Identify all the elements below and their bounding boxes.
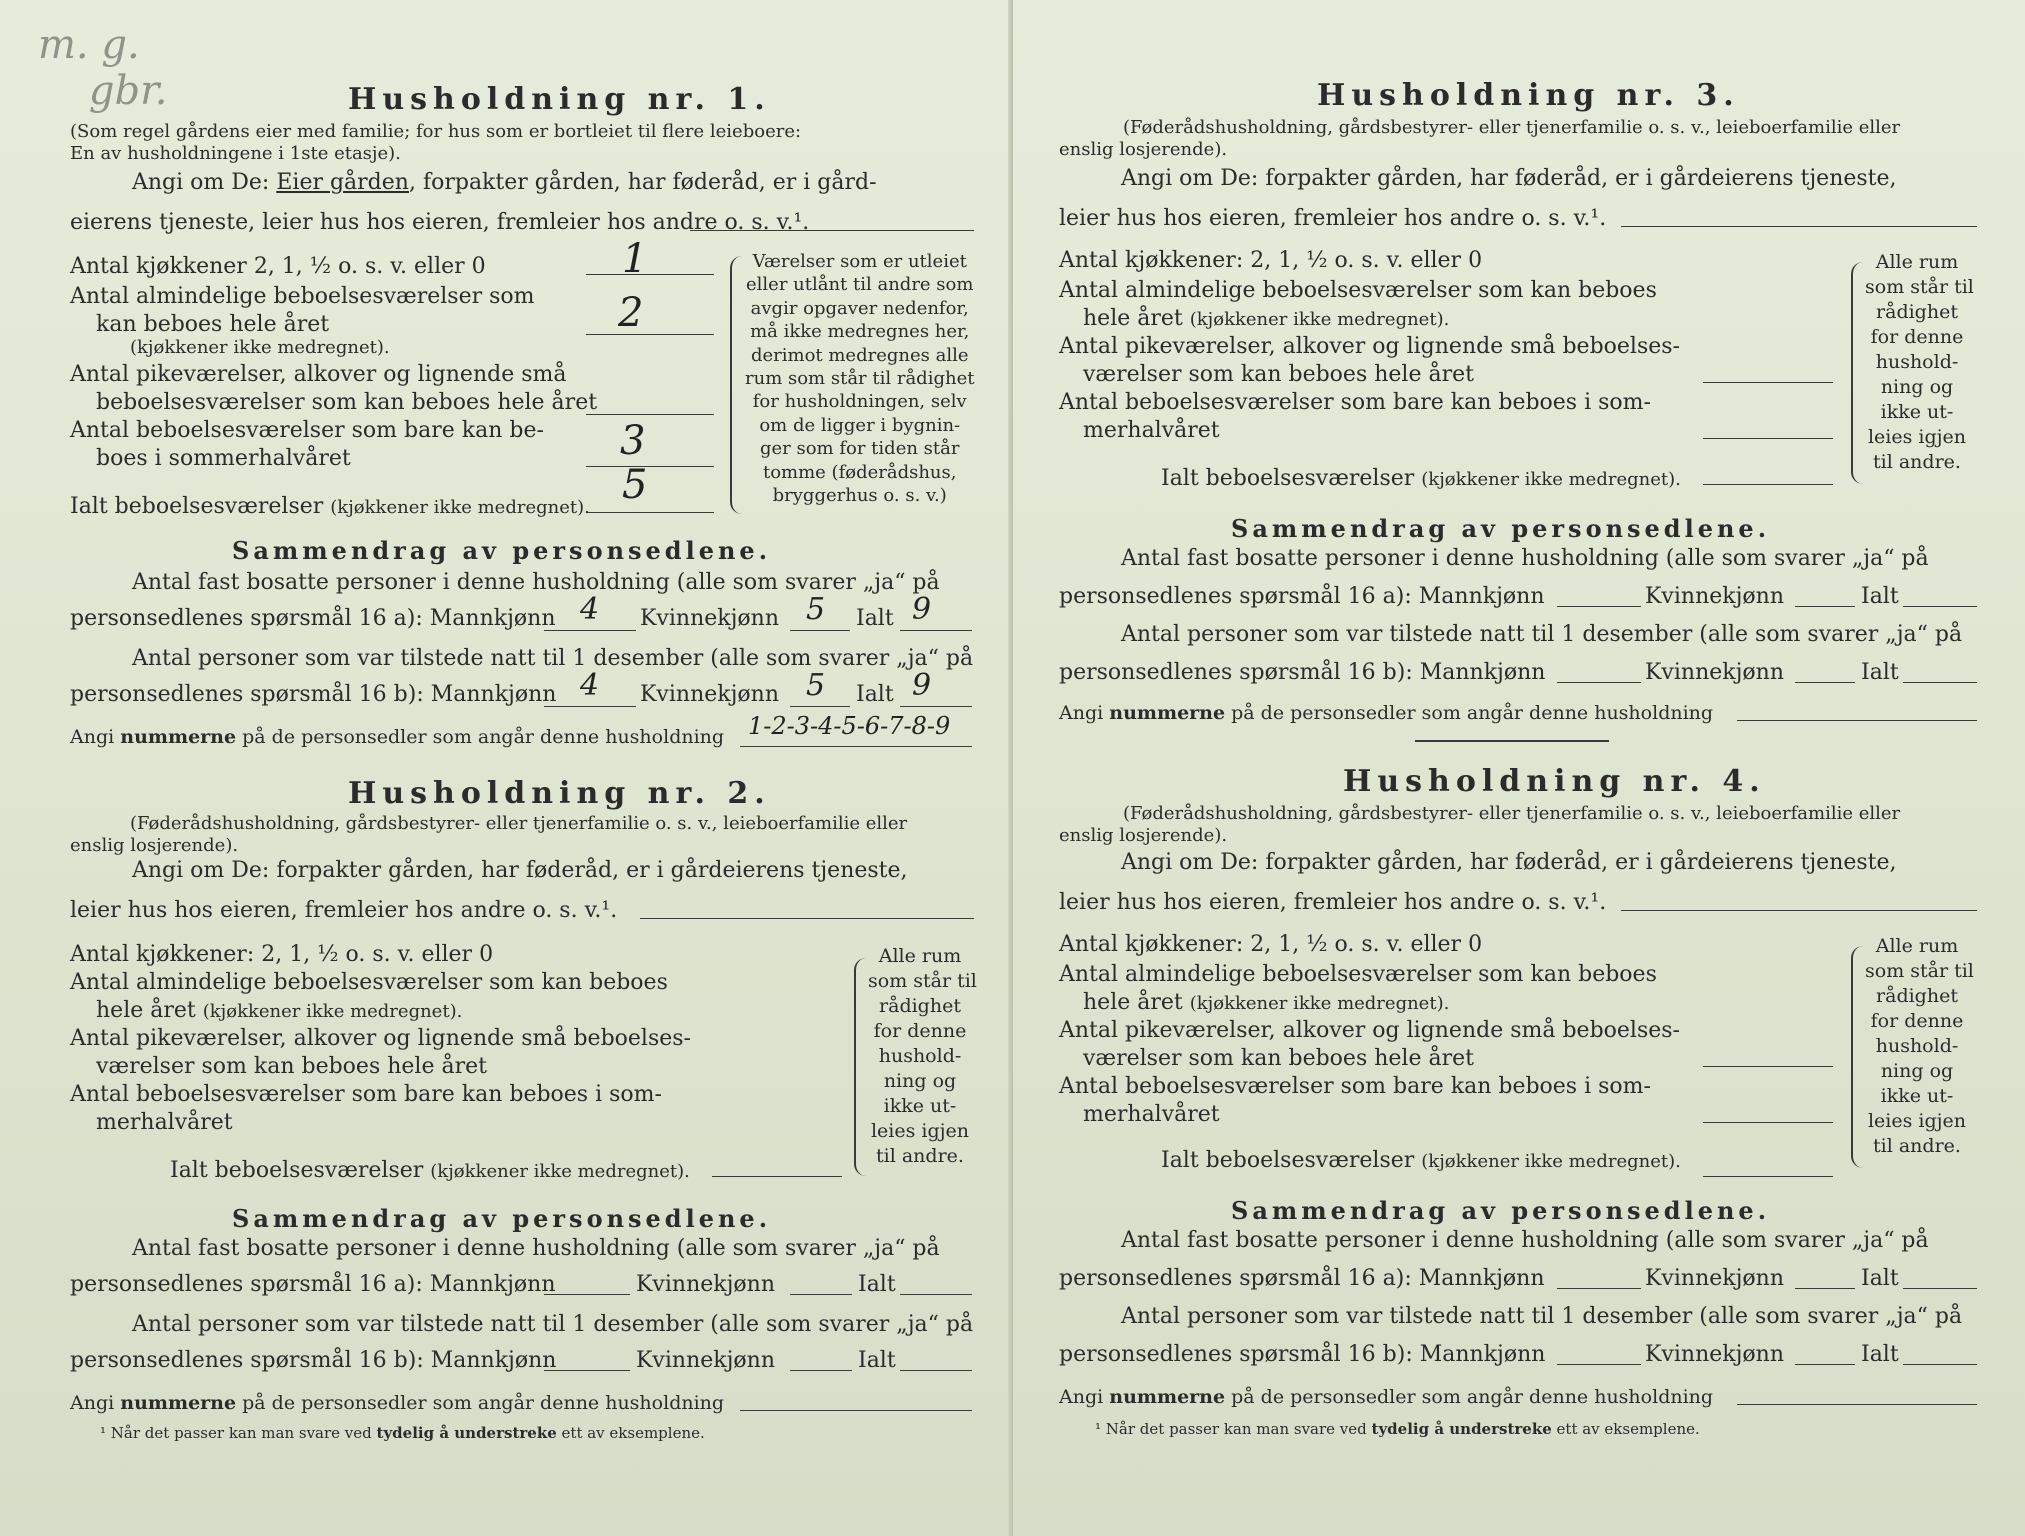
hh2-side-note-line: til andre. — [876, 1145, 964, 1167]
hh3-side-note-line: som står til — [1865, 276, 1974, 298]
hh1-total-label: Ialt beboelsesværelser (kjøkkener ikke medregnet). — [70, 494, 590, 519]
hh4-16b-line1: Antal personer som var tilstede natt til 1 desember (alle som svarer „ja“ på — [1121, 1304, 1963, 1329]
hh4-note-line2: enslig losjerende). — [1059, 825, 1228, 846]
hh1-16a-female-value: 5 — [806, 592, 826, 627]
hh1-maid-line2: beboelsesværelser som kan beboes hele året — [96, 390, 598, 415]
hh3-title: Husholdning nr. 3. — [1317, 78, 1740, 113]
hh2-nummer-label: Angi nummerne på de personsedler som angår denne husholdning — [70, 1392, 725, 1414]
hh3-16b-female-label: Kvinnekjønn — [1645, 660, 1784, 685]
hh2-16b-total-label: Ialt — [858, 1348, 896, 1373]
hh1-nummer-value: 1-2-3-4-5-6-7-8-9 — [748, 712, 951, 740]
hh3-note-line2: enslig losjerende). — [1059, 139, 1228, 160]
hh1-16b-female-value: 5 — [806, 668, 826, 703]
hh2-side-note-line: hushold- — [878, 1045, 962, 1067]
hh1-rooms-line2: kan beboes hele året — [96, 312, 330, 337]
hh2-rooms-line1: Antal almindelige beboelsesværelser som kan beboes — [70, 970, 668, 995]
hh3-summer-line2: merhalvåret — [1083, 418, 1220, 443]
hh1-eier-garden-underlined: Eier gården — [276, 170, 409, 195]
hh2-title: Husholdning nr. 2. — [348, 776, 771, 811]
hh1-side-note-line: ger som for tiden står — [759, 438, 960, 460]
right-page — [1013, 0, 2025, 1536]
hh4-side-note-line: rådighet — [1876, 985, 1958, 1007]
hh4-side-note-line: ikke ut- — [1880, 1085, 1954, 1107]
hh1-summary-title: Sammendrag av personsedlene. — [232, 536, 772, 565]
pencil-annotation: m. g. gbr. — [38, 22, 168, 114]
hh1-16b-line1: Antal personer som var tilstede natt til 1 desember (alle som svarer „ja“ på — [132, 646, 974, 671]
hh3-angi-line1: Angi om De: forpakter gården, har føderåd, er i gårdeierens tjeneste, — [1121, 166, 1897, 191]
hh4-summer-line2: merhalvåret — [1083, 1102, 1220, 1127]
hh1-16a-total-value: 9 — [912, 592, 932, 627]
hh4-title: Husholdning nr. 4. — [1343, 764, 1766, 799]
hh3-kitchens-label: Antal kjøkkener: 2, 1, ½ o. s. v. eller 0 — [1059, 248, 1483, 273]
hh1-summer-value: 3 — [620, 418, 646, 464]
hh1-16b-male-value: 4 — [580, 668, 600, 703]
hh3-16a-line1: Antal fast bosatte personer i denne husholdning (alle som svarer „ja“ på — [1121, 546, 1929, 571]
hh2-side-note-line: ikke ut- — [883, 1095, 957, 1117]
section-divider — [1415, 740, 1609, 742]
hh3-side-note-line: ikke ut- — [1880, 401, 1954, 423]
hh2-side-note-line: for denne — [873, 1020, 967, 1042]
hh3-16a-line2: personsedlenes spørsmål 16 a): Mannkjønn — [1059, 584, 1545, 609]
hh2-note-line2: enslig losjerende). — [70, 835, 239, 856]
hh1-side-note-line: rum som står til rådighet — [745, 368, 975, 390]
hh1-angi-line2: eierens tjeneste, leier hus hos eieren, fremleier hos andre o. s. v.¹. — [70, 210, 810, 235]
hh1-16a-female-label: Kvinnekjønn — [640, 606, 779, 631]
hh3-16b-line2: personsedlenes spørsmål 16 b): Mannkjønn — [1059, 660, 1546, 685]
hh2-side-note-line: Alle rum — [878, 945, 962, 967]
hh1-rooms-line1: Antal almindelige beboelsesværelser som — [70, 284, 535, 309]
hh4-summer-line1: Antal beboelsesværelser som bare kan beboes i som- — [1059, 1074, 1651, 1099]
hh1-side-note-line: avgir opgaver nedenfor, — [750, 297, 969, 319]
hh3-nummer-label: Angi nummerne på de personsedler som angår denne husholdning — [1059, 702, 1714, 724]
hh1-rooms-line3: (kjøkkener ikke medregnet). — [130, 337, 390, 358]
hh3-rooms-line1: Antal almindelige beboelsesværelser som kan beboes — [1059, 278, 1657, 303]
hh1-16a-male-value: 4 — [580, 592, 600, 627]
left-page — [0, 0, 1012, 1536]
hh2-16a-female-label: Kvinnekjønn — [636, 1272, 775, 1297]
hh4-16a-female-label: Kvinnekjønn — [1645, 1266, 1784, 1291]
hh2-16b-line1: Antal personer som var tilstede natt til 1 desember (alle som svarer „ja“ på — [132, 1312, 974, 1337]
hh4-16a-line1: Antal fast bosatte personer i denne husholdning (alle som svarer „ja“ på — [1121, 1228, 1929, 1253]
hh1-note-line2: En av husholdningene i 1ste etasje). — [70, 143, 401, 164]
hh2-side-note — [868, 944, 977, 1169]
hh4-16b-total-label: Ialt — [1861, 1342, 1899, 1367]
hh1-side-note-line: derimot medregnes alle — [750, 344, 969, 366]
hh1-side-note-line: eller utlånt til andre som — [746, 274, 974, 296]
hh4-nummer-label: Angi nummerne på de personsedler som angår denne husholdning — [1059, 1386, 1714, 1408]
hh4-side-note — [1865, 934, 1974, 1159]
hh2-side-note-line: leies igjen — [870, 1120, 970, 1142]
hh1-16b-line2: personsedlenes spørsmål 16 b): Mannkjønn — [70, 682, 557, 707]
hh4-side-note-line: til andre. — [1873, 1135, 1961, 1157]
hh2-16a-line1: Antal fast bosatte personer i denne husholdning (alle som svarer „ja“ på — [132, 1236, 940, 1261]
hh1-title: Husholdning nr. 1. — [348, 82, 771, 117]
hh2-summer-line1: Antal beboelsesværelser som bare kan beboes i som- — [70, 1082, 662, 1107]
hh3-summary-title: Sammendrag av personsedlene. — [1231, 514, 1771, 543]
hh4-16b-line2: personsedlenes spørsmål 16 b): Mannkjønn — [1059, 1342, 1546, 1367]
hh4-angi-line2: leier hus hos eieren, fremleier hos andre o. s. v.¹. — [1059, 890, 1607, 915]
hh2-16b-female-label: Kvinnekjønn — [636, 1348, 775, 1373]
hh1-16b-total-value: 9 — [912, 668, 932, 703]
hh4-angi-line1: Angi om De: forpakter gården, har føderåd, er i gårdeierens tjeneste, — [1121, 850, 1897, 875]
hh1-angi-line1: Angi om De: Eier gården, forpakter gården, har føderåd, er i gård- — [132, 170, 877, 195]
hh4-side-note-line: ning og — [1880, 1060, 1954, 1082]
hh3-16a-female-label: Kvinnekjønn — [1645, 584, 1784, 609]
hh1-side-note-line: Værelser som er utleiet — [752, 251, 967, 272]
hh4-maid-line2: værelser som kan beboes hele året — [1083, 1046, 1474, 1071]
hh3-maid-line2: værelser som kan beboes hele året — [1083, 362, 1474, 387]
hh1-summer-line2: boes i sommerhalvåret — [96, 446, 351, 471]
hh3-side-note-line: rådighet — [1876, 301, 1958, 323]
hh1-nummer-label: Angi nummerne på de personsedler som angår denne husholdning — [70, 726, 725, 748]
hh4-note-line1: (Føderådshusholdning, gårdsbestyrer- eller tjenerfamilie o. s. v., leieboerfamilie eller — [1123, 803, 1901, 824]
hh2-maid-line1: Antal pikeværelser, alkover og lignende små beboelses- — [70, 1026, 691, 1051]
hh1-summer-line1: Antal beboelsesværelser som bare kan be- — [70, 418, 544, 443]
hh4-rooms-line2: hele året (kjøkkener ikke medregnet). — [1083, 990, 1450, 1015]
hh4-16b-female-label: Kvinnekjønn — [1645, 1342, 1784, 1367]
hh1-16a-line2: personsedlenes spørsmål 16 a): Mannkjønn — [70, 606, 556, 631]
hh1-side-note-line: må ikke medregnes her, — [750, 321, 970, 343]
hh3-rooms-line2: hele året (kjøkkener ikke medregnet). — [1083, 306, 1450, 331]
hh3-side-note — [1865, 250, 1974, 475]
hh1-rooms-value: 2 — [618, 290, 644, 336]
hh2-footnote: ¹ Når det passer kan man svare ved tydelig å understreke ett av eksemplene. — [100, 1424, 705, 1442]
hh1-16a-total-label: Ialt — [856, 606, 894, 631]
hh4-side-note-line: Alle rum — [1875, 935, 1959, 957]
hh1-16b-total-label: Ialt — [856, 682, 894, 707]
hh3-side-note-line: hushold- — [1875, 351, 1959, 373]
hh3-maid-line1: Antal pikeværelser, alkover og lignende små beboelses- — [1059, 334, 1680, 359]
hh3-note-line1: (Føderådshusholdning, gårdsbestyrer- eller tjenerfamilie o. s. v., leieboerfamilie eller — [1123, 117, 1901, 138]
hh1-16a-line1: Antal fast bosatte personer i denne husholdning (alle som svarer „ja“ på — [132, 570, 940, 595]
hh3-side-note-line: leies igjen — [1867, 426, 1967, 448]
hh1-total-value: 5 — [622, 462, 648, 508]
hh4-side-note-line: som står til — [1865, 960, 1974, 982]
hh2-side-note-line: som står til — [868, 970, 977, 992]
hh2-maid-line2: værelser som kan beboes hele året — [96, 1054, 487, 1079]
hh2-16a-line2: personsedlenes spørsmål 16 a): Mannkjønn — [70, 1272, 556, 1297]
hh3-side-note-line: til andre. — [1873, 451, 1961, 473]
hh2-rooms-line2: hele året (kjøkkener ikke medregnet). — [96, 998, 463, 1023]
hh3-16b-line1: Antal personer som var tilstede natt til 1 desember (alle som svarer „ja“ på — [1121, 622, 1963, 647]
hh1-side-note-line: tomme (føderådshus, — [762, 461, 957, 483]
hh3-side-note-line: for denne — [1870, 326, 1964, 348]
hh2-side-note-line: ning og — [883, 1070, 957, 1092]
hh4-side-note-line: leies igjen — [1867, 1110, 1967, 1132]
hh2-16a-total-label: Ialt — [858, 1272, 896, 1297]
hh1-side-note — [745, 250, 974, 507]
hh2-side-note-line: rådighet — [879, 995, 961, 1017]
hh1-side-note-line: for husholdningen, selv — [752, 391, 967, 413]
hh3-16a-total-label: Ialt — [1861, 584, 1899, 609]
hh3-side-note-line: ning og — [1880, 376, 1954, 398]
hh1-kitchens-value: 1 — [622, 236, 648, 282]
hh2-angi-line2: leier hus hos eieren, fremleier hos andre o. s. v.¹. — [70, 898, 618, 923]
hh2-angi-line1: Angi om De: forpakter gården, har føderåd, er i gårdeierens tjeneste, — [132, 858, 908, 883]
hh1-side-brace — [730, 256, 746, 514]
hh1-side-note-line: bryggerhus o. s. v.) — [772, 485, 947, 507]
hh4-total-label: Ialt beboelsesværelser (kjøkkener ikke medregnet). — [1161, 1148, 1681, 1173]
hh4-16a-total-label: Ialt — [1861, 1266, 1899, 1291]
hh3-summer-line1: Antal beboelsesværelser som bare kan beboes i som- — [1059, 390, 1651, 415]
hh4-kitchens-label: Antal kjøkkener: 2, 1, ½ o. s. v. eller 0 — [1059, 932, 1483, 957]
hh2-summary-title: Sammendrag av personsedlene. — [232, 1204, 772, 1233]
hh4-16a-line2: personsedlenes spørsmål 16 a): Mannkjønn — [1059, 1266, 1545, 1291]
hh3-side-note-line: Alle rum — [1875, 251, 1959, 273]
hh4-rooms-line1: Antal almindelige beboelsesværelser som kan beboes — [1059, 962, 1657, 987]
hh3-total-label: Ialt beboelsesværelser (kjøkkener ikke medregnet). — [1161, 466, 1681, 491]
hh1-note-line1: (Som regel gårdens eier med familie; for hus som er bortleiet til flere leieboere: — [70, 121, 802, 142]
hh4-footnote: ¹ Når det passer kan man svare ved tydelig å understreke ett av eksemplene. — [1095, 1420, 1700, 1438]
hh2-16b-line2: personsedlenes spørsmål 16 b): Mannkjønn — [70, 1348, 557, 1373]
hh1-kitchens-label: Antal kjøkkener 2, 1, ½ o. s. v. eller 0 — [70, 254, 486, 279]
hh3-16b-total-label: Ialt — [1861, 660, 1899, 685]
hh4-summary-title: Sammendrag av personsedlene. — [1231, 1196, 1771, 1225]
hh4-side-note-line: for denne — [1870, 1010, 1964, 1032]
hh2-summer-line2: merhalvåret — [96, 1110, 233, 1135]
hh2-total-label: Ialt beboelsesværelser (kjøkkener ikke medregnet). — [170, 1158, 690, 1183]
hh1-maid-line1: Antal pikeværelser, alkover og lignende små — [70, 362, 567, 387]
hh2-note-line1: (Føderådshusholdning, gårdsbestyrer- eller tjenerfamilie o. s. v., leieboerfamilie eller — [130, 813, 908, 834]
hh4-side-note-line: hushold- — [1875, 1035, 1959, 1057]
hh1-16b-female-label: Kvinnekjønn — [640, 682, 779, 707]
hh1-side-note-line: om de ligger i bygnin- — [759, 414, 961, 436]
hh2-kitchens-label: Antal kjøkkener: 2, 1, ½ o. s. v. eller 0 — [70, 942, 494, 967]
hh3-angi-line2: leier hus hos eieren, fremleier hos andre o. s. v.¹. — [1059, 206, 1607, 231]
hh4-maid-line1: Antal pikeværelser, alkover og lignende små beboelses- — [1059, 1018, 1680, 1043]
